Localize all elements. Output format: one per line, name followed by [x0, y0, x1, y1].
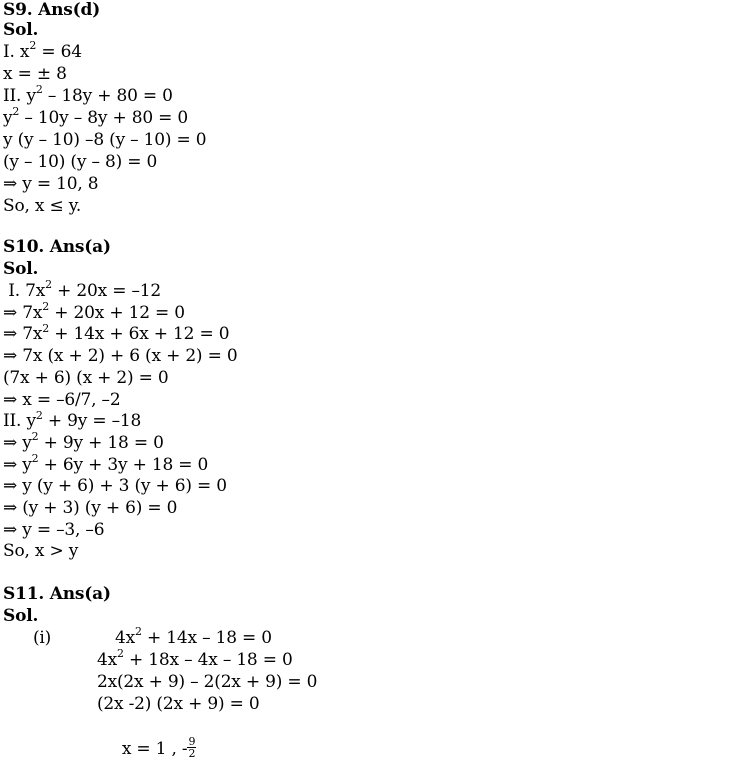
equation-text: y (y – 10) –8 (y – 10) = 0: [3, 130, 207, 150]
equation-text: (7x + 6) (x + 2) = 0: [3, 367, 169, 388]
s10-equation-line: [3, 390, 120, 410]
s9-equation-line: [3, 174, 98, 194]
equation-text: ⇒ y: [3, 454, 32, 475]
s11-equation-line: [115, 625, 272, 648]
exponent: 2: [35, 83, 43, 97]
s10-equation-line: [3, 520, 104, 540]
equation-text-tail: + 18x – 4x – 18 = 0: [123, 650, 293, 670]
s11-part-label: (i): [33, 628, 52, 648]
s10-equation-line: [3, 346, 237, 366]
s11-final-text: x = 1 , -: [121, 739, 188, 759]
fraction: [187, 736, 196, 759]
equation-text: ⇒ 7x: [3, 302, 43, 323]
equation-text-tail: – 18y + 80 = 0: [42, 86, 173, 106]
equation-text: I. 7x: [3, 281, 46, 301]
equation-text: I. x: [3, 42, 30, 62]
equation-text: ⇒ y = 10, 8: [3, 174, 99, 194]
s11-equation-line: [97, 694, 259, 714]
s11-heading: S11. Ans(a): [3, 584, 111, 604]
equation-text-tail: + 14x + 6x + 12 = 0: [49, 324, 230, 345]
exponent: 2: [29, 39, 37, 53]
equation-text-tail: + 14x – 18 = 0: [141, 628, 272, 648]
s9-heading: S9. Ans(d): [3, 0, 101, 20]
equation-text: ⇒ y (y + 6) + 3 (y + 6) = 0: [3, 476, 227, 497]
exponent: 2: [12, 105, 20, 119]
s10-heading: S10. Ans(a): [3, 237, 111, 257]
equation-text: II. y: [3, 411, 36, 432]
equation-text: II. y: [3, 86, 36, 106]
s10-equation-line: [3, 498, 177, 518]
s11-sol-label: Sol.: [3, 606, 39, 626]
s9-equation-line: [3, 105, 189, 128]
s10-equation-line: [3, 278, 162, 301]
equation-text-tail: – 10y – 8y + 80 = 0: [19, 108, 189, 128]
equation-text: ⇒ 7x: [3, 324, 43, 345]
s9-equation-line: [3, 83, 173, 106]
exponent: 2: [135, 625, 142, 639]
equation-text-tail: + 20x + 12 = 0: [49, 302, 185, 323]
exponent: 2: [42, 321, 50, 335]
s10-equation-line: [3, 300, 185, 323]
s9-sol-label: Sol.: [3, 20, 39, 40]
equation-text: 4x: [97, 650, 118, 670]
exponent: 2: [31, 451, 39, 465]
s9-equation-line: [3, 152, 157, 172]
equation-text: ⇒ y = –3, –6: [3, 519, 105, 540]
s9-equation-line: [3, 39, 82, 62]
s11-equation-line: [97, 672, 317, 692]
s10-sol-label: Sol.: [3, 259, 39, 279]
equation-text: ⇒ x = –6/7, –2: [3, 389, 121, 410]
s10-equation-line: [3, 476, 227, 496]
equation-text: (2x -2) (2x + 9) = 0: [97, 694, 260, 714]
equation-text: 4x: [115, 628, 136, 648]
exponent: 2: [42, 300, 50, 314]
fraction-numerator: 9: [188, 735, 196, 748]
s10-equation-line: [3, 541, 78, 561]
equation-text: ⇒ (y + 3) (y + 6) = 0: [3, 498, 178, 518]
s10-equation-line: [3, 408, 142, 432]
equation-text-tail: = 64: [36, 42, 82, 62]
s11-equation-line: [97, 647, 293, 670]
s10-equation-line: [3, 321, 230, 345]
equation-text-tail: + 9y = –18: [42, 411, 142, 432]
equation-text: y: [3, 108, 13, 128]
equation-text-tail: + 6y + 3y + 18 = 0: [38, 454, 209, 475]
equation-text: So, x > y: [3, 541, 79, 562]
equation-text: ⇒ 7x (x + 2) + 6 (x + 2) = 0: [3, 346, 238, 367]
s9-equation-line: [3, 196, 81, 216]
s10-equation-line: [3, 451, 209, 475]
equation-text: x = ± 8: [3, 64, 67, 84]
s10-equation-line: [3, 368, 169, 388]
equation-text: So, x ≤ y.: [3, 196, 82, 216]
fraction-denominator: 2: [188, 747, 196, 760]
equation-text-tail: + 9y + 18 = 0: [38, 432, 164, 453]
s10-equation-line: [3, 430, 164, 453]
s11-final-answer: [101, 718, 196, 781]
equation-text-tail: + 20x = –12: [51, 281, 162, 301]
exponent: 2: [117, 647, 124, 661]
equation-text: 2x(2x + 9) – 2(2x + 9) = 0: [97, 672, 318, 692]
equation-text: (y – 10) (y – 8) = 0: [3, 152, 158, 172]
s9-equation-line: [3, 130, 206, 150]
equation-text: ⇒ y: [3, 432, 32, 453]
s9-equation-line: [3, 64, 67, 84]
exponent: 2: [45, 278, 52, 292]
exponent: 2: [35, 408, 43, 422]
exponent: 2: [31, 430, 39, 444]
